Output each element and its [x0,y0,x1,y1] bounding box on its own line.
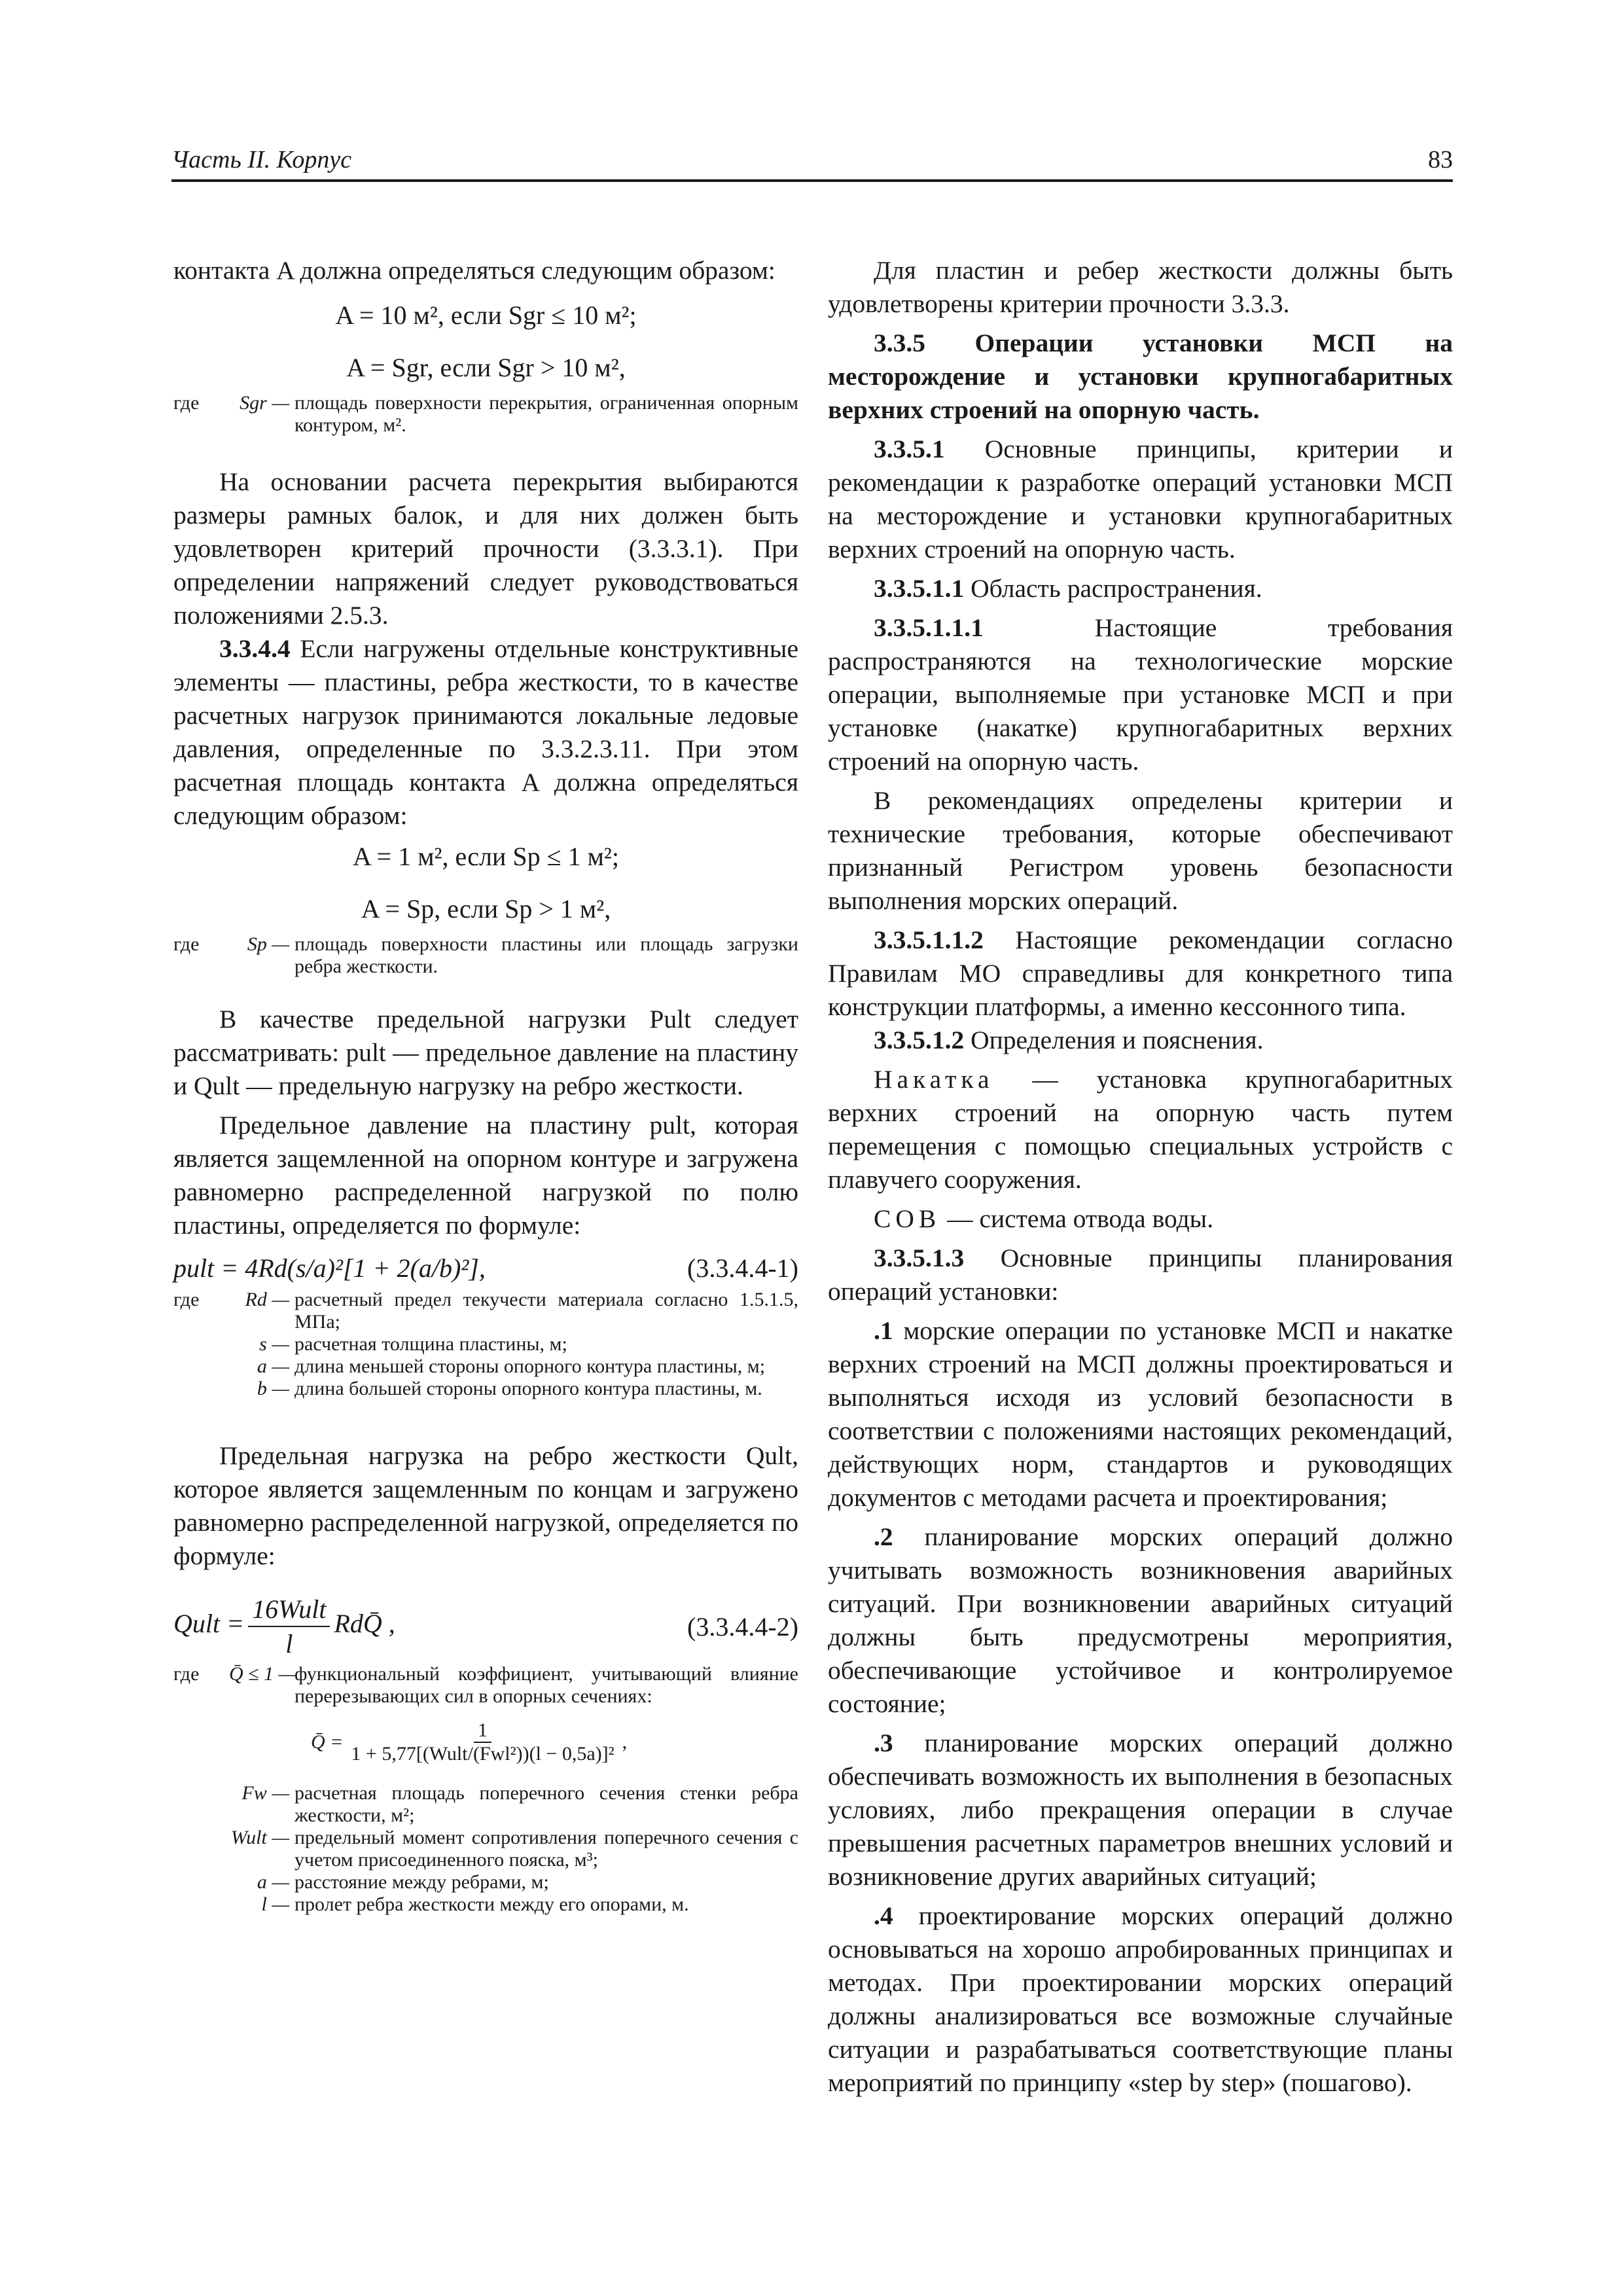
list-item [828,1727,1453,1893]
paragraph [828,433,1453,566]
fraction-denominator: 1 + 5,77[(Wult/(Fwl²))(l − 0,5a)]² [351,1743,615,1765]
paragraph [828,1024,1453,1057]
where-text: расстояние между ребрами, м; [294,1871,549,1893]
formula: A = Sp, если Sp > 1 м², [361,894,611,924]
where-label: где [173,392,200,414]
list-number: .3 [874,1729,893,1757]
paragraph [828,1063,1453,1196]
formula-tail: , [622,1731,628,1753]
formula-lhs: Q̄ = [311,1731,344,1753]
list-item [828,1899,1453,2100]
section-number: 3.3.5.1.1 [874,574,965,603]
formula-lhs: Qult = [173,1609,245,1639]
paragraph-text: Настоящие требования распространяются на технологические морские операции, выполняемые при установке МСП и при установке (накатке) крупногабаритных верхних строений на опорную часть. [828,613,1453,776]
list-item-text: планирование морских операций должно учитывать возможность возникновения аварийных ситуаций. При возникновении аварийных ситуаций должны быть предусмотрены мероприятия, обеспечивающие устойчивое и контролируемое состояние; [828,1522,1454,1718]
where-text: пролет ребра жесткости между его опорами, м. [294,1893,689,1915]
paragraph-text: Основные принципы, критерии и рекомендации к разработке операций установки МСП на месторождение и установки крупногабаритных верхних строений на опорную часть. [828,435,1454,564]
section-number: 3.3.5.1.1.1 [874,613,984,642]
where-text: длина большей стороны опорного контура пластины, м. [294,1378,762,1399]
formula: A = 1 м², если Sp ≤ 1 м²; [352,842,620,871]
formula-rhs: RdQ̄ , [334,1609,395,1639]
fraction-numerator: 1 [474,1719,491,1743]
paragraph: Предельное давление на пластину pult, которая является защемленной на опорном контуре и загружена равномерно распределенной нагрузкой по полю пластины, определяется по формуле: [173,1111,798,1240]
where-symbol: a — [257,1355,289,1377]
where-text: расчетный предел текучести материала согласно 1.5.1.5, МПа; [294,1289,798,1333]
where-block [173,1663,798,1708]
where-text: площадь поверхности перекрытия, ограниченная опорным контуром, м². [294,392,798,436]
section-number: 3.3.5.1 [874,435,945,463]
formula-number: (3.3.4.4-2) [687,1611,798,1641]
fraction-denominator: l [285,1629,293,1659]
fraction [347,1719,618,1765]
list-number: .2 [874,1522,893,1551]
paragraph [828,1202,1453,1236]
paragraph [828,924,1453,1024]
formula-row [173,1592,798,1660]
paragraph: Предельная нагрузка на ребро жесткости Qult, которое является защемленным по концам и загружено равномерно распределенной нагрузкой, определяется по формуле: [173,1441,798,1570]
paragraph: На основании расчета перекрытия выбираются размеры рамных балок, и для них должен быть удовлетворен критерий прочности (3.3.3.1). При определении напряжений следует руководствоваться положениями 2.5.3. [173,467,798,630]
list-number: .1 [874,1316,893,1345]
where-text: предельный момент сопротивления поперечного сечения с учетом присоединенного пояска, м³; [294,1827,798,1871]
where-text: функциональный коэффициент, учитывающий влияние перерезывающих сил в опорных сечениях: [294,1663,798,1707]
paragraph-text: Определения и пояснения. [971,1026,1264,1054]
formula-number: (3.3.4.4-1) [687,1253,798,1283]
formula [311,1719,798,1765]
where-label: где [173,933,200,955]
section-number: 3.3.5.1.1.2 [874,925,984,954]
list-item-text: планирование морских операций должно обеспечивать возможность их выполнения в безопасных условиях, либо прекращения операции в случае превышения расчетных параметров внешних условий и возникновение других аварийных ситуаций; [828,1729,1454,1891]
paragraph [828,1242,1453,1308]
where-block [173,392,798,437]
formula: pult = 4Rd(s/a)²[1 + 2(a/b)²], [173,1253,486,1283]
paragraph-text: Настоящие рекомендации согласно Правилам МО справедливы для конкретного типа конструкции платформы, а именно кессонного типа. [828,925,1453,1021]
where-symbol: Q̄ ≤ 1 — [229,1663,296,1685]
section-number: 3.3.4.4 [219,634,291,663]
where-symbol: b — [257,1378,289,1399]
defined-term: Накатка [874,1065,994,1094]
paragraph: контакта A должна определяться следующим образом: [173,256,776,285]
paragraph: В качестве предельной нагрузки Pult следует рассматривать: pult — предельное давление на пластину и Qult — предельную нагрузку на ребро жесткости. [173,1005,798,1100]
paragraph-text: — система отвода воды. [947,1204,1214,1233]
paragraph-text: — установка крупногабаритных верхних строений на опорную часть путем перемещения с помощью специальных устройств с плавучего сооружения. [828,1065,1453,1194]
where-label: где [173,1289,200,1310]
formula: A = Sgr, если Sgr > 10 м², [346,353,626,382]
paragraph [828,611,1453,778]
where-symbol: Sp — [247,933,289,955]
where-symbol: Wult — [230,1827,289,1848]
section-number: 3.3.5.1.2 [874,1026,965,1054]
list-item [828,1520,1453,1721]
list-item-text: морские операции по установке МСП и накатке верхних строений на МСП должны проектироваться и выполняться исходя из условий безопасности в соответствии с положениями настоящих рекомендаций, действующих норм, стандартов и руководящих документов с методами расчета и проектирования; [828,1316,1454,1512]
section-number: 3.3.5.1.3 [874,1244,965,1272]
where-text: длина меньшей стороны опорного контура пластины, м; [294,1355,766,1377]
formula-row [173,1251,798,1285]
right-column [828,254,1453,2100]
where-text: площадь поверхности пластины или площадь загрузки ребра жесткости. [294,933,798,977]
list-number: .4 [874,1901,893,1930]
where-symbol: Fw — [241,1782,289,1804]
fraction [248,1592,330,1660]
where-block [173,1782,798,1916]
formula: A = 10 м², если Sgr ≤ 10 м²; [335,300,637,330]
paragraph-text: Если нагружены отдельные конструктивные элементы — пластины, ребра жесткости, то в качестве расчетных нагрузок принимаются локальные ледовые давления, определенные по 3.3.2.3.11. При этом расчетная площадь контакта A должна определяться следующим образом: [173,634,798,830]
defined-term: СОВ [874,1204,941,1233]
where-block [173,1289,798,1400]
left-column [173,254,798,1916]
paragraph: Для пластин и ребер жесткости должны быть удовлетворены критерии прочности 3.3.3. [828,256,1453,318]
paragraph-text: Основные принципы планирования операций установки: [828,1244,1453,1306]
list-item-text: проектирование морских операций должно основываться на хорошо апробированных принципах и методах. При проектировании морских операций должны анализироваться все возможные случайные ситуации и разрабатываться соответствующие планы мероприятий по принципу «step by step» (пошагово). [828,1901,1454,2097]
paragraph [173,632,798,833]
fraction-numerator: 16Wult [248,1592,330,1627]
where-text: расчетная толщина пластины, м; [294,1333,567,1355]
where-symbol: a — [257,1871,289,1893]
where-symbol: Rd — [245,1289,289,1310]
header-rule [171,179,1453,182]
where-block [173,933,798,978]
list-item [828,1314,1453,1515]
page-header [171,145,1453,178]
where-symbol: Sgr — [240,392,289,414]
section-heading [828,327,1453,427]
running-title: Часть II. Корпус [171,146,352,173]
paragraph: В рекомендациях определены критерии и технические требования, которые обеспечивают признанный Регистром уровень безопасности выполнения морских операций. [828,786,1453,915]
section-heading-text: 3.3.5 Операции установки МСП на месторождение и установки крупногабаритных верхних строений на опорную часть. [828,329,1453,424]
where-text: расчетная площадь поперечного сечения стенки ребра жесткости, м²; [294,1782,798,1826]
formula [173,1592,395,1660]
paragraph [828,572,1453,605]
paragraph-text: Область распространения. [971,574,1262,603]
page-number: 83 [1428,146,1453,173]
where-label: где [173,1663,200,1685]
where-symbol: l — [261,1893,289,1915]
where-symbol: s — [259,1333,289,1355]
